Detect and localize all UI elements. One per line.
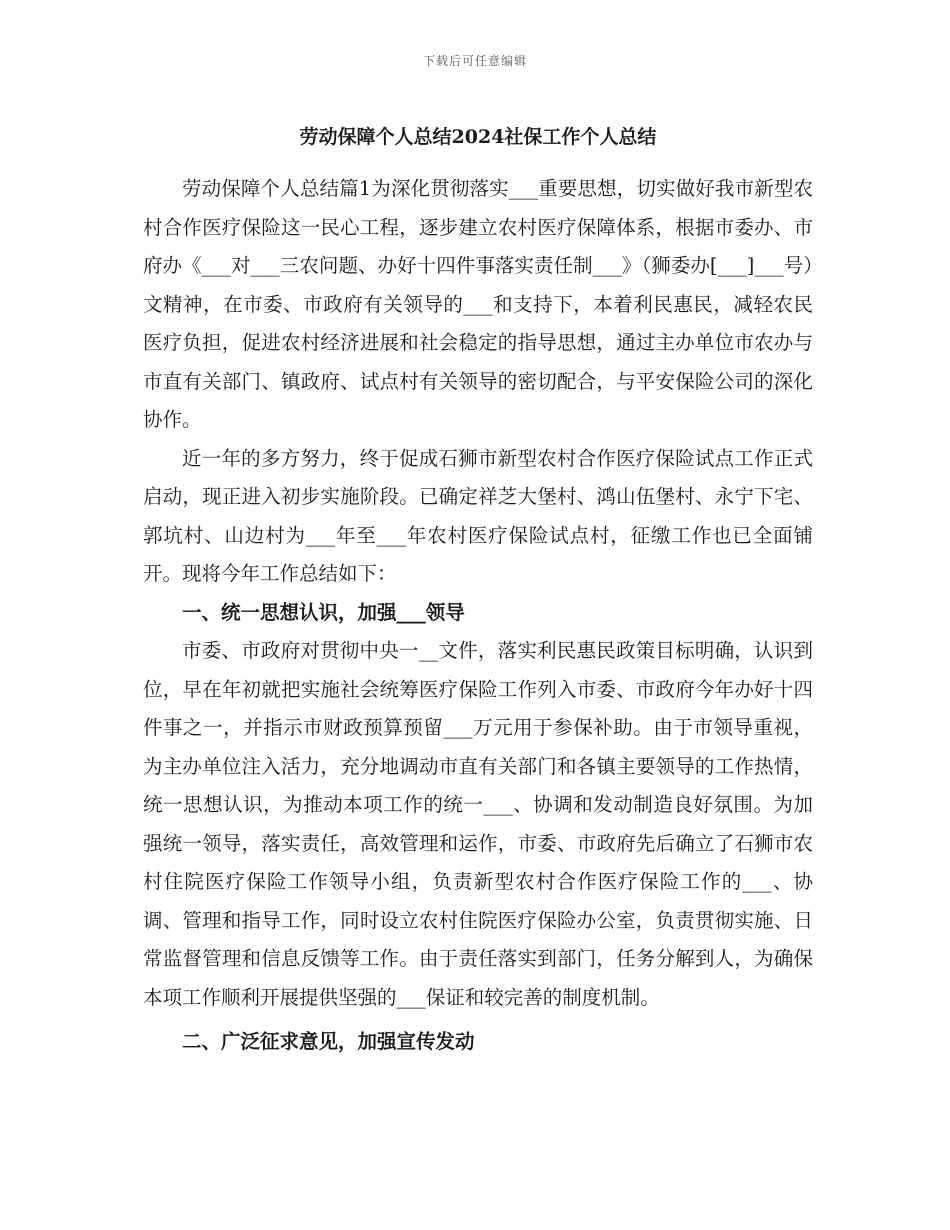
paragraph-section-1: 市委、市政府对贯彻中央一__文件，落实利民惠民政策目标明确，认识到位，早在年初就把实施社会统筹医疗保险工作列入市委、市政府今年办好十四件事之一，并指示市财政预算预留___万元用于参保补助。由于市领导重视，为主办单位注入活力，充分地调动市直有关部门和各镇主要领导的工作热情，统一思想认识，为推动本项工作的统一___、协调和发动制造良好氛围。为加强统一领导，落实责任，高效管理和运作，市委、市政府先后确立了石狮市农村住院医疗保险工作领导小组，负责新型农村合作医疗保险工作的___、协调、管理和指导工作，同时设立农村住院医疗保险办公室，负责贯彻实施、日常监督管理和信息反馈等工作。由于责任落实到部门，任务分解到人，为确保本项工作顺利开展提供坚强的___保证和较完善的制度机制。 bbox=[143, 639, 813, 1009]
section-heading-2: 二、广泛征求意见，加强宣传发动 bbox=[182, 1030, 475, 1053]
paragraph-progress: 近一年的多方努力，终于促成石狮市新型农村合作医疗保险试点工作正式启动，现正进入初步实施阶段。已确定祥芝大堡村、鸿山伍堡村、永宁下宅、郭坑村、山边村为___年至___年农村医疗保险试点村，征缴工作也已全面铺开。现将今年工作总结如下： bbox=[143, 446, 813, 585]
paragraph-intro: 劳动保障个人总结篇1为深化贯彻落实___重要思想，切实做好我市新型农村合作医疗保险这一民心工程，逐步建立农村医疗保障体系，根据市委办、市府办《___对___三农问题、办好十四件事落实责任制___》（狮委办[___]___号）文精神，在市委、市政府有关领导的___和支持下，本着利民惠民，减轻农民医疗负担，促进农村经济进展和社会稳定的指导思想，通过主办单位市农办与市直有关部门、镇政府、试点村有关领导的密切配合，与平安保险公司的深化协作。 bbox=[143, 177, 813, 431]
document-body bbox=[143, 118, 813, 1062]
document-title: 劳动保障个人总结2024社保工作个人总结 bbox=[299, 126, 657, 148]
header-note: 下载后可任意编辑 bbox=[422, 54, 527, 68]
section-heading-1: 一、统一思想认识，加强___领导 bbox=[182, 600, 465, 624]
